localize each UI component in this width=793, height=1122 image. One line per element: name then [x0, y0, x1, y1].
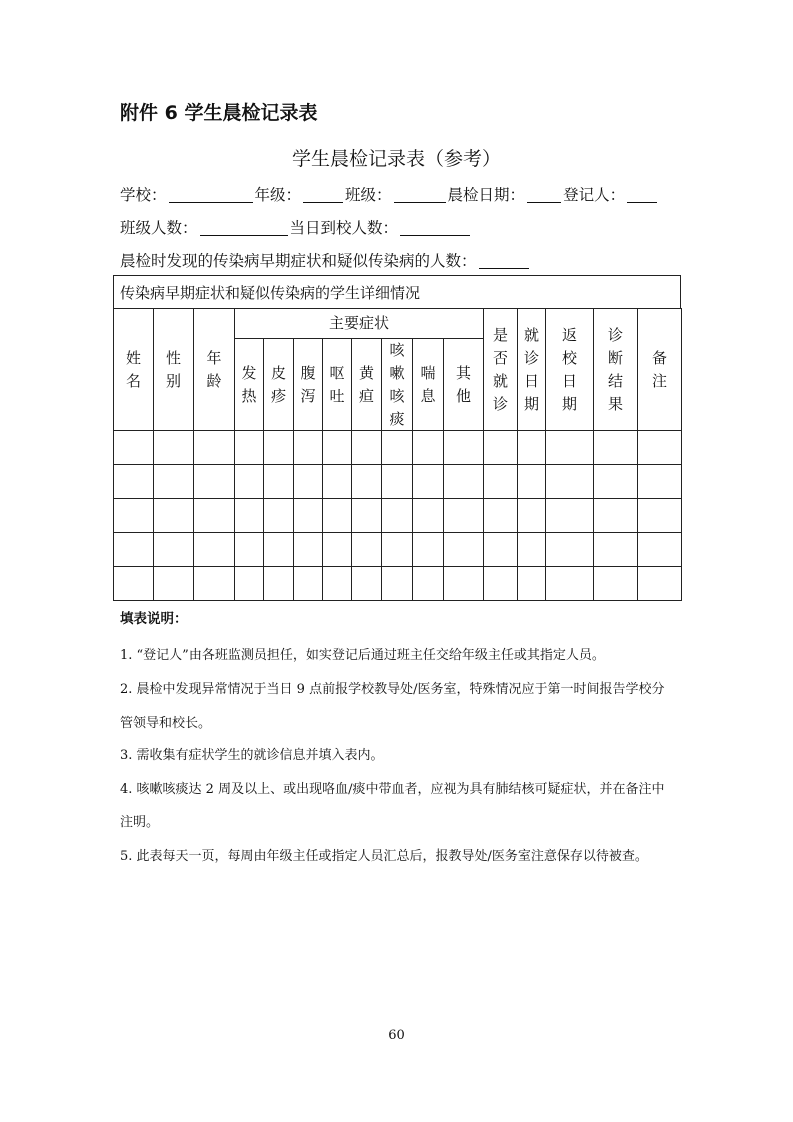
table-cell[interactable]: [412, 532, 444, 567]
instructions-title: 填表说明：: [120, 611, 188, 627]
table-cell[interactable]: [351, 430, 382, 465]
header-char: 否: [492, 348, 508, 367]
table-cell[interactable]: [293, 566, 323, 601]
table-cell[interactable]: [263, 566, 294, 601]
table-cell[interactable]: [263, 498, 294, 533]
header-char: 别: [165, 371, 181, 390]
table-cell[interactable]: [545, 532, 594, 567]
col-age-header: [193, 308, 235, 431]
symptom-count-label: 晨检时发现的传染病早期症状和疑似传染病的人数：: [120, 252, 477, 270]
col-visited-header: [483, 308, 518, 431]
grade-field[interactable]: [303, 187, 343, 203]
col-name-header: [113, 308, 154, 431]
table-cell[interactable]: [637, 464, 682, 499]
table-cell[interactable]: [322, 498, 352, 533]
school-field[interactable]: [169, 187, 253, 203]
header-char: 姓: [125, 348, 141, 367]
table-cell[interactable]: [322, 464, 352, 499]
note-4: 4. 咳嗽咳痰达 2 周及以上、或出现咯血/痰中带血者，应视为具有肺结核可疑症状，并在备注中: [120, 782, 665, 797]
instructions: [120, 607, 680, 864]
symptom-cough-header: [381, 338, 413, 431]
table-cell[interactable]: [637, 498, 682, 533]
table-cell[interactable]: [263, 532, 294, 567]
date-field[interactable]: [527, 187, 561, 203]
table-cell[interactable]: [234, 566, 264, 601]
table-cell[interactable]: [517, 498, 546, 533]
table-cell[interactable]: [193, 566, 235, 601]
table-cell[interactable]: [483, 566, 518, 601]
header-char: 泻: [300, 386, 316, 405]
table-cell[interactable]: [193, 532, 235, 567]
table-cell[interactable]: [193, 498, 235, 533]
table-cell[interactable]: [483, 430, 518, 465]
header-char: 注: [651, 371, 667, 390]
form-line-1: [120, 183, 659, 205]
table-cell[interactable]: [381, 430, 413, 465]
table-cell[interactable]: [381, 566, 413, 601]
symptom-diarrhea-header: [293, 338, 323, 431]
symptom-other-header: [443, 338, 484, 431]
table-cell[interactable]: [234, 430, 264, 465]
table-cell[interactable]: [637, 566, 682, 601]
col-diagnosis-header: [593, 308, 638, 431]
table-cell[interactable]: [153, 566, 194, 601]
header-char: 断: [607, 348, 623, 367]
header-char: 诊: [607, 325, 623, 344]
grade-label: 年级：: [254, 186, 302, 204]
table-cell[interactable]: [443, 464, 484, 499]
header-char: 就: [492, 371, 508, 390]
header-char: 痰: [389, 409, 405, 428]
header-char: 发: [241, 363, 257, 382]
class-size-label: 班级人数：: [120, 219, 198, 237]
header-char: 日: [561, 371, 577, 390]
table-caption: 传染病早期症状和疑似传染病的学生详细情况: [113, 275, 681, 309]
header-char: 名: [125, 371, 141, 390]
header-char: 结: [607, 371, 623, 390]
table-cell[interactable]: [412, 566, 444, 601]
header-char: 疹: [270, 386, 286, 405]
header-char: 黄: [358, 363, 374, 382]
table-cell[interactable]: [412, 464, 444, 499]
table-cell[interactable]: [381, 464, 413, 499]
table-cell[interactable]: [322, 430, 352, 465]
class-label: 班级：: [345, 186, 392, 204]
header-char: 其: [455, 363, 471, 382]
symptom-wheeze-header: [412, 338, 444, 431]
table-cell[interactable]: [153, 430, 194, 465]
recorder-field[interactable]: [627, 187, 657, 203]
header-char: 喘: [420, 363, 436, 382]
note-5: 5. 此表每天一页，每周由年级主任或指定人员汇总后，报教导处/医务室注意保存以待被查。: [120, 849, 648, 864]
symptom-fever-header: [234, 338, 264, 431]
table-cell[interactable]: [153, 498, 194, 533]
table-cell[interactable]: [351, 498, 382, 533]
page-number: 60: [388, 1028, 405, 1043]
table-cell[interactable]: [443, 566, 484, 601]
header-char: 呕: [329, 363, 345, 382]
table-cell[interactable]: [351, 532, 382, 567]
table-cell[interactable]: [113, 532, 154, 567]
header-char: 皮: [270, 363, 286, 382]
header-char: 龄: [206, 371, 222, 390]
appendix-heading: 附件 6 学生晨检记录表: [120, 102, 318, 124]
note-1: 1. “登记人”由各班监测员担任，如实登记后通过班主任交给年级主任或其指定人员。: [120, 648, 605, 663]
table-cell[interactable]: [351, 566, 382, 601]
table-cell[interactable]: [443, 430, 484, 465]
note-3: 3. 需收集有症状学生的就诊信息并填入表内。: [120, 748, 384, 763]
form-line-2: [120, 216, 472, 238]
table-cell[interactable]: [483, 464, 518, 499]
main-symptoms-header: 主要症状: [234, 308, 484, 339]
header-char: 返: [561, 325, 577, 344]
table-cell[interactable]: [322, 566, 352, 601]
page-title: 学生晨检记录表（参考）: [291, 148, 501, 170]
table-cell[interactable]: [593, 430, 638, 465]
table-cell[interactable]: [517, 430, 546, 465]
header-char: 就: [523, 325, 539, 344]
table-cell[interactable]: [322, 532, 352, 567]
table-cell[interactable]: [443, 498, 484, 533]
table-cell[interactable]: [113, 566, 154, 601]
table-cell[interactable]: [483, 532, 518, 567]
table-cell[interactable]: [593, 532, 638, 567]
table-cell[interactable]: [234, 464, 264, 499]
col-gender-header: [153, 308, 194, 431]
table-cell[interactable]: [263, 464, 294, 499]
table-cell[interactable]: [545, 430, 594, 465]
table-cell[interactable]: [412, 430, 444, 465]
present-label: 当日到校人数：: [289, 219, 399, 237]
table-cell[interactable]: [381, 532, 413, 567]
table-cell[interactable]: [113, 430, 154, 465]
table-cell[interactable]: [517, 464, 546, 499]
school-label: 学校：: [120, 186, 167, 204]
header-char: 期: [561, 394, 577, 413]
col-visit-date-header: [517, 308, 546, 431]
col-return-date-header: [545, 308, 594, 431]
note-4-continued: 注明。: [120, 815, 160, 830]
table-cell[interactable]: [193, 430, 235, 465]
table-cell[interactable]: [545, 498, 594, 533]
table-cell[interactable]: [545, 566, 594, 601]
table-cell[interactable]: [263, 430, 294, 465]
header-char: 是: [492, 325, 508, 344]
header-char: 息: [420, 386, 436, 405]
note-2: 2. 晨检中发现异常情况于当日 9 点前报学校教导处/医务室，特殊情况应于第一时间报告学校分: [120, 682, 665, 697]
note-2-continued: 管领导和校长。: [120, 716, 212, 731]
table-cell[interactable]: [153, 532, 194, 567]
header-char: 腹: [300, 363, 316, 382]
header-char: 咳: [389, 386, 405, 405]
table-cell[interactable]: [113, 464, 154, 499]
table-cell[interactable]: [637, 430, 682, 465]
class-field[interactable]: [394, 187, 446, 203]
table-cell[interactable]: [293, 532, 323, 567]
table-cell[interactable]: [593, 464, 638, 499]
table-cell[interactable]: [412, 498, 444, 533]
header-char: 日: [523, 371, 539, 390]
form-line-3: [120, 249, 531, 271]
table-cell[interactable]: [593, 498, 638, 533]
table-cell[interactable]: [517, 566, 546, 601]
col-remarks-header: [637, 308, 682, 431]
table-cell[interactable]: [517, 532, 546, 567]
symptom-rash-header: [263, 338, 294, 431]
header-char: 嗽: [389, 363, 405, 382]
table-cell[interactable]: [637, 532, 682, 567]
class-size-field[interactable]: [200, 220, 288, 236]
symptom-vomit-header: [322, 338, 352, 431]
header-char: 疸: [358, 386, 374, 405]
table-cell[interactable]: [293, 498, 323, 533]
table-cell[interactable]: [153, 464, 194, 499]
header-char: 咳: [389, 340, 405, 359]
table-cell[interactable]: [234, 498, 264, 533]
table-cell[interactable]: [234, 532, 264, 567]
table-cell[interactable]: [545, 464, 594, 499]
table-cell[interactable]: [193, 464, 235, 499]
header-char: 热: [241, 386, 257, 405]
table-cell[interactable]: [443, 532, 484, 567]
header-char: 备: [651, 348, 667, 367]
table-cell[interactable]: [293, 464, 323, 499]
header-char: 吐: [329, 386, 345, 405]
table-cell[interactable]: [293, 430, 323, 465]
header-char: 年: [206, 348, 222, 367]
table-cell[interactable]: [113, 498, 154, 533]
header-char: 果: [607, 394, 623, 413]
header-char: 校: [561, 348, 577, 367]
header-char: 诊: [523, 348, 539, 367]
header-char: 诊: [492, 394, 508, 413]
table-cell[interactable]: [593, 566, 638, 601]
table-cell[interactable]: [351, 464, 382, 499]
present-field[interactable]: [400, 220, 470, 236]
table-cell[interactable]: [381, 498, 413, 533]
header-char: 他: [455, 386, 471, 405]
recorder-label: 登记人：: [563, 186, 626, 204]
symptom-count-field[interactable]: [479, 253, 529, 269]
header-char: 期: [523, 394, 539, 413]
header-char: 性: [165, 348, 181, 367]
symptom-jaundice-header: [351, 338, 382, 431]
date-label: 晨检日期：: [447, 186, 526, 204]
table-cell[interactable]: [483, 498, 518, 533]
